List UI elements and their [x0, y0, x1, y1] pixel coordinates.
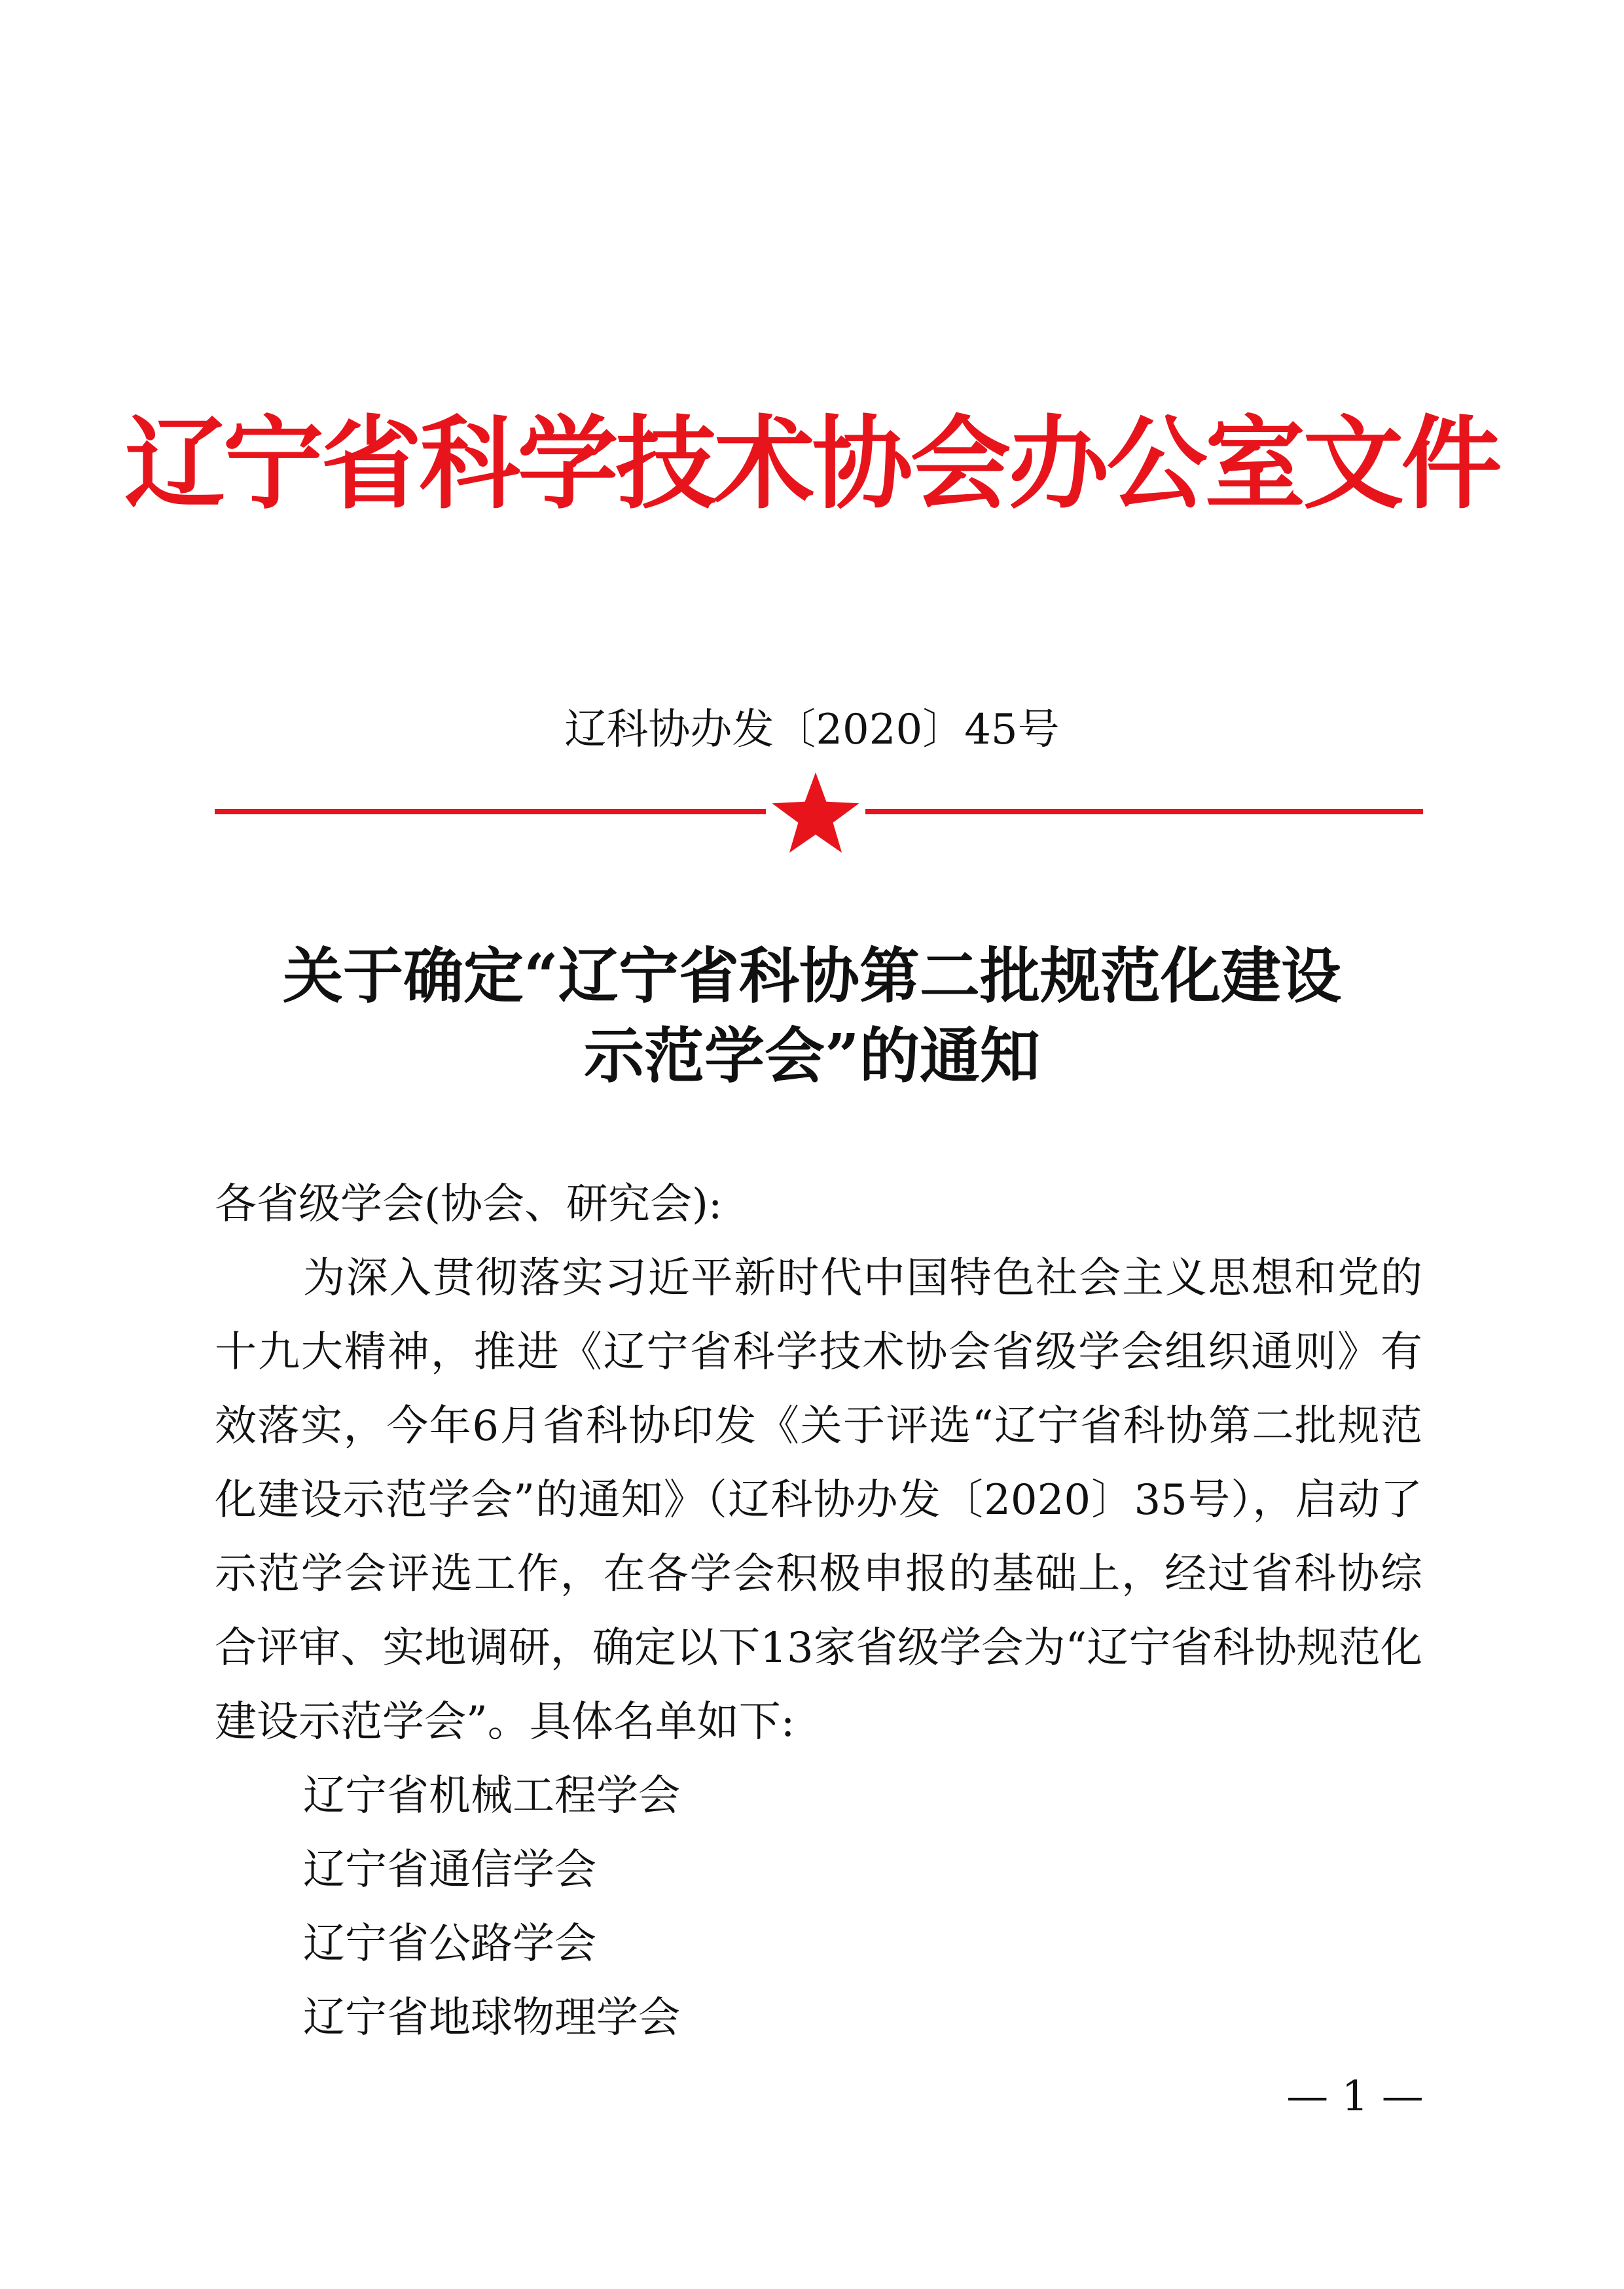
document-number: 辽科协办发〔2020〕45号: [564, 706, 1060, 754]
notice-body: [215, 1168, 1422, 2055]
body-paragraph: 为深入贯彻落实习近平新时代中国特色社会主义思想和党的十九大精神，推进《辽宁省科学技术协会省级学会组织通则》有效落实，今年6月省科协印发《关于评选“辽宁省科协第二批规范化建设示范学会”的通知》（辽科协办发〔2020〕35号），启动了示范学会评选工作，在各学会积极申报的基础上，经过省科协综合评审、实地调研，确定以下13家省级学会为“辽宁省科协规范化建设示范学会”。具体名单如下:: [215, 1254, 1422, 1746]
salutation: 各省级学会(协会、研究会):: [215, 1180, 723, 1229]
society-list-item: 辽宁省机械工程学会: [303, 1772, 680, 1820]
notice-title: [0, 936, 1624, 1096]
page-number: — 1 —: [1286, 2072, 1424, 2121]
society-list-item: 辽宁省通信学会: [303, 1846, 596, 1894]
society-list-item: 辽宁省公路学会: [303, 1920, 596, 1968]
notice-title-line-2: 示范学会”的通知: [584, 1020, 1040, 1091]
red-divider: [0, 771, 1624, 869]
notice-title-line-1: 关于确定“辽宁省科协第二批规范化建设: [283, 941, 1341, 1011]
masthead-title: 辽宁省科学技术协会办公室文件: [124, 406, 1500, 523]
society-list-item: 辽宁省地球物理学会: [303, 1994, 680, 2042]
divider-line-left: [215, 809, 766, 814]
divider-line-right: [865, 809, 1423, 814]
star-icon: [772, 772, 859, 853]
